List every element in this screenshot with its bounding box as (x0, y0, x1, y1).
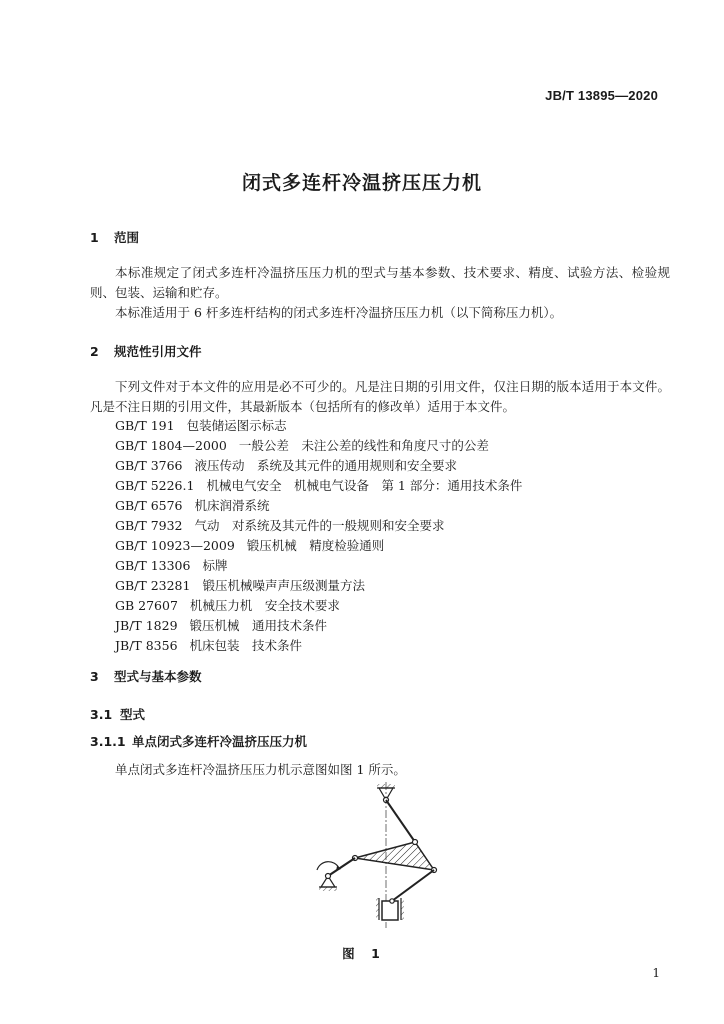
section-3-1-heading (90, 705, 145, 723)
section-1-title: 范围 (114, 230, 140, 245)
reference-title: 一般公差 未注公差的线性和角度尺寸的公差 (238, 438, 489, 453)
reference-code: GB 27607 (115, 598, 178, 613)
section-1-number: 1 (90, 230, 99, 245)
section-1-heading (90, 228, 139, 246)
reference-item (115, 496, 270, 514)
reference-title: 机床包装 技术条件 (189, 638, 303, 653)
reference-code: GB/T 7932 (115, 518, 183, 533)
crank-pivot-support (317, 862, 341, 891)
reference-code: GB/T 10923—2009 (115, 538, 235, 553)
reference-code: GB/T 13306 (115, 558, 191, 573)
reference-item (115, 616, 327, 634)
reference-code: GB/T 5226.1 (115, 478, 195, 493)
reference-code: JB/T 1829 (115, 618, 178, 633)
reference-title: 液压传动 系统及其元件的通用规则和安全要求 (194, 458, 458, 473)
triangular-plate (355, 842, 434, 870)
reference-item (115, 636, 302, 654)
section-3-1-number: 3.1 (90, 707, 113, 722)
page-number: 1 (652, 966, 660, 980)
reference-title: 锻压机械噪声声压级测量方法 (202, 578, 365, 593)
linkage-mechanism-figure (315, 780, 445, 930)
crank-arm (328, 858, 355, 876)
reference-title: 机械电气安全 机械电气设备 第 1 部分：通用技术条件 (206, 478, 523, 493)
reference-item (115, 536, 384, 554)
reference-item (115, 456, 457, 474)
section-2-title: 规范性引用文件 (114, 344, 202, 359)
section-3-1-1-text: 单点闭式多连杆冷温挤压压力机示意图如图 1 所示。 (115, 762, 406, 777)
section-3-1-1-number: 3.1.1 (90, 734, 126, 749)
reference-item (115, 596, 340, 614)
reference-item (115, 436, 489, 454)
reference-title: 气动 对系统及其元件的一般规则和安全要求 (194, 518, 445, 533)
reference-code: GB/T 3766 (115, 458, 183, 473)
reference-code: GB/T 6576 (115, 498, 183, 513)
section-1-paragraph-1: 本标准规定了闭式多连杆冷温挤压压力机的型式与基本参数、技术要求、精度、试验方法、检验规则、包装、运输和贮存。 (90, 265, 670, 300)
reference-item (115, 516, 445, 534)
reference-code: GB/T 191 (115, 418, 175, 433)
reference-item (115, 476, 522, 494)
section-3-heading (90, 667, 202, 685)
reference-title: 机床润滑系统 (194, 498, 270, 513)
reference-title: 机械压力机 安全技术要求 (189, 598, 340, 613)
section-3-1-1-heading (90, 732, 307, 750)
figure-caption: 图 1 (342, 946, 382, 961)
reference-title: 锻压机械 通用技术条件 (189, 618, 328, 633)
section-2-number: 2 (90, 344, 99, 359)
reference-item (115, 576, 365, 594)
reference-title: 包装储运图示标志 (186, 418, 287, 433)
section-2-intro: 下列文件对于本文件的应用是必不可少的。凡是注日期的引用文件，仅注日期的版本适用于本文件。凡是不注日期的引用文件，其最新版本（包括所有的修改单）适用于本文件。 (90, 379, 670, 414)
section-3-1-1-title: 单点闭式多连杆冷温挤压压力机 (132, 734, 308, 749)
reference-title: 标牌 (202, 558, 228, 573)
document-title: 闭式多连杆冷温挤压压力机 (241, 172, 482, 194)
reference-code: GB/T 23281 (115, 578, 191, 593)
section-3-title: 型式与基本参数 (114, 669, 202, 684)
section-1-paragraph-2: 本标准适用于 6 杆多连杆结构的闭式多连杆冷温挤压压力机（以下简称压力机）。 (115, 305, 563, 320)
reference-code: JB/T 8356 (115, 638, 178, 653)
reference-title: 锻压机械 精度检验通则 (246, 538, 385, 553)
slide-block (376, 898, 404, 920)
standard-number: JB/T 13895—2020 (545, 88, 658, 103)
reference-item (115, 556, 227, 574)
upper-link (386, 800, 415, 842)
reference-code: GB/T 1804—2000 (115, 438, 227, 453)
reference-item (115, 416, 287, 434)
section-3-1-title: 型式 (120, 707, 146, 722)
section-3-number: 3 (90, 669, 99, 684)
section-2-heading (90, 342, 202, 360)
lower-link (392, 870, 434, 901)
